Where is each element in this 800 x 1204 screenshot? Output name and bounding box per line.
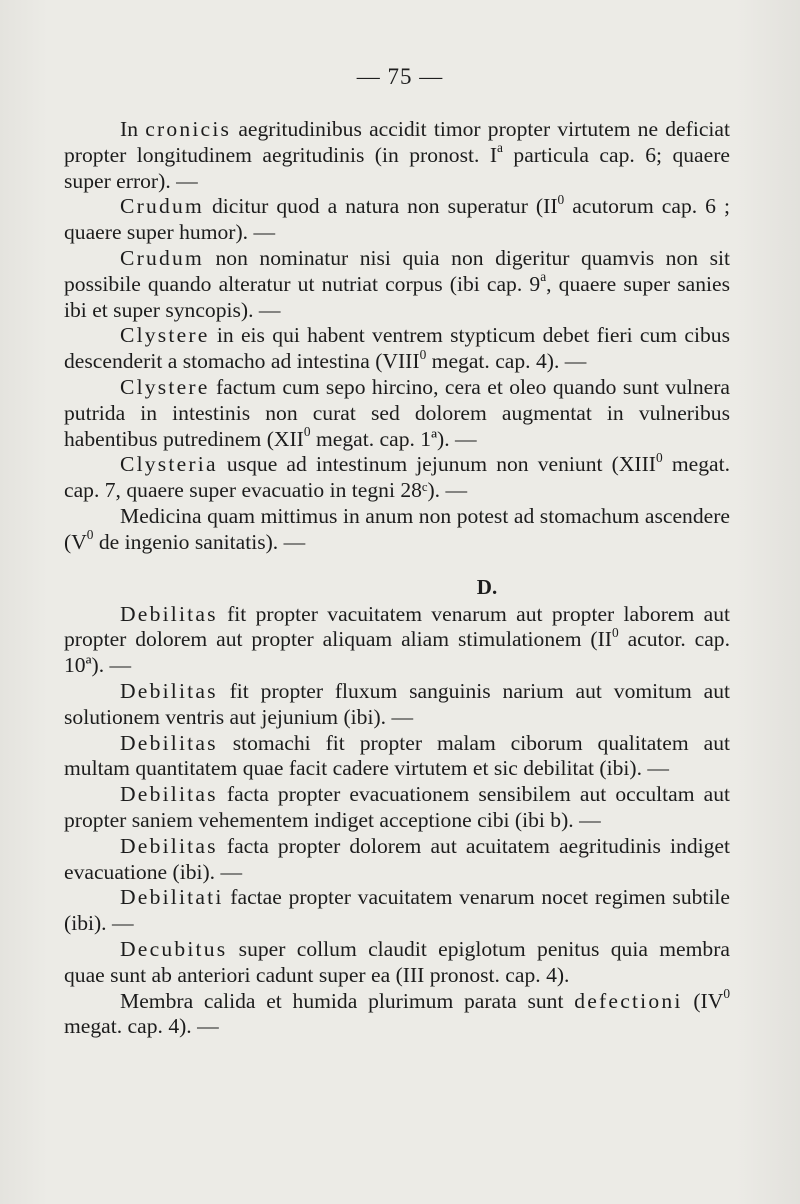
entry-keyword: Clystere [120, 323, 210, 348]
entry-membra: Membra calida et humida plurimum parata sunt defectioni ($IV^0$ megat. cap. 4). — [64, 985, 730, 1039]
entry-keyword: Debilitas [120, 730, 218, 755]
entry-keyword: Crudum [120, 245, 204, 270]
entry-keyword: Clystere [120, 374, 210, 399]
entry-keyword: Debilitas [120, 833, 218, 858]
entry-debilitas-1: Debilitas fit propter vacuitatem venarum aut propter laborem aut propter dolorem aut propter aliquam aliam stimulationem ($II^0$ acutor. cap. 10ª). — [64, 601, 730, 678]
entry-keyword: cronicis [145, 117, 232, 141]
entry-clysteria: Clysteria usque ad intestinum jejunum non veniunt (XIII$^0$ megat. cap. 7, quaere super evacuatio in tegni 28ᶜ). — [64, 449, 730, 503]
entry-keyword: Crudum [120, 194, 204, 219]
entry-clystere-1: Clystere in eis qui habent ventrem stypticum debet fieri cum cibus descenderit a stomacho ad intestina (VIII$^0$ megat. cap. 4). — [64, 323, 730, 374]
entry-keyword: Debilitas [120, 678, 218, 703]
entry-medicina: Medicina quam mittimus in anum non potest ad stomachum ascendere ($V^0$ de ingenio sanitatis). — [64, 503, 730, 554]
entry-cronicis: In cronicis aegritudinibus accidit timor propter virtutem ne deficiat propter longitudinem aegritudinis (in pronost. $I^a$ particula cap. 6; quaere super error). — [64, 117, 730, 193]
entry-debilitati: Debilitati factae propter vacuitatem venarum nocet regimen subtile (ibi). — [64, 885, 730, 936]
entry-debilitas-4: Debilitas facta propter evacuationem sensibilem aut occultam aut propter saniem vehementem indiget acceptione cibi (ibi b). — [64, 782, 730, 832]
entry-keyword: Debilitati [120, 885, 224, 910]
entry-decubitus: Decubitus super collum claudit epiglotum penitus quia membra quae sunt ab anteriori cadunt super ea (III pronost. cap. 4). [64, 936, 730, 987]
text-body [64, 117, 730, 1040]
entry-crudum-1: Crudum dicitur quod a natura non superatur ($II^0$ acutorum cap. 6 ; quaere super humor). — [64, 191, 730, 245]
entry-debilitas-5: Debilitas facta propter dolorem aut acuitatem aegritudinis indiget evacuatione (ibi). — [64, 833, 730, 884]
entry-keyword: Decubitus [120, 936, 228, 961]
entry-debilitas-2: Debilitas fit propter fluxum sanguinis narium aut vomitum aut solutionem ventris aut jejunium (ibi). — [64, 678, 730, 729]
entry-keyword: Clysteria [120, 452, 218, 477]
section-letter: D. [476, 574, 498, 599]
entry-keyword: defectioni [574, 988, 683, 1013]
entry-keyword: Debilitas [120, 601, 218, 626]
entry-clystere-2: Clystere factum cum sepo hircino, cera et oleo quando sunt vulnera putrida in intestinis non curat sed dolorem augmentat in vulneribus habentibus putredinem (XII$^0$ megat. cap. 1ª). — [64, 374, 730, 451]
entry-crudum-2: Crudum non nominatur nisi quia non digeritur quamvis non sit possibile quando alteratur ut nutriat corpus (ibi cap. 9$^a$, quaere super sanies ibi et super syncopis). — [64, 245, 730, 322]
page-number: — 75 — [356, 64, 444, 89]
entry-keyword: Debilitas [120, 782, 218, 807]
entry-debilitas-3: Debilitas stomachi fit propter malam ciborum qualitatem aut multam quantitatem quae facit cadere virtutem et sic debilitat (ibi). — [64, 730, 730, 781]
